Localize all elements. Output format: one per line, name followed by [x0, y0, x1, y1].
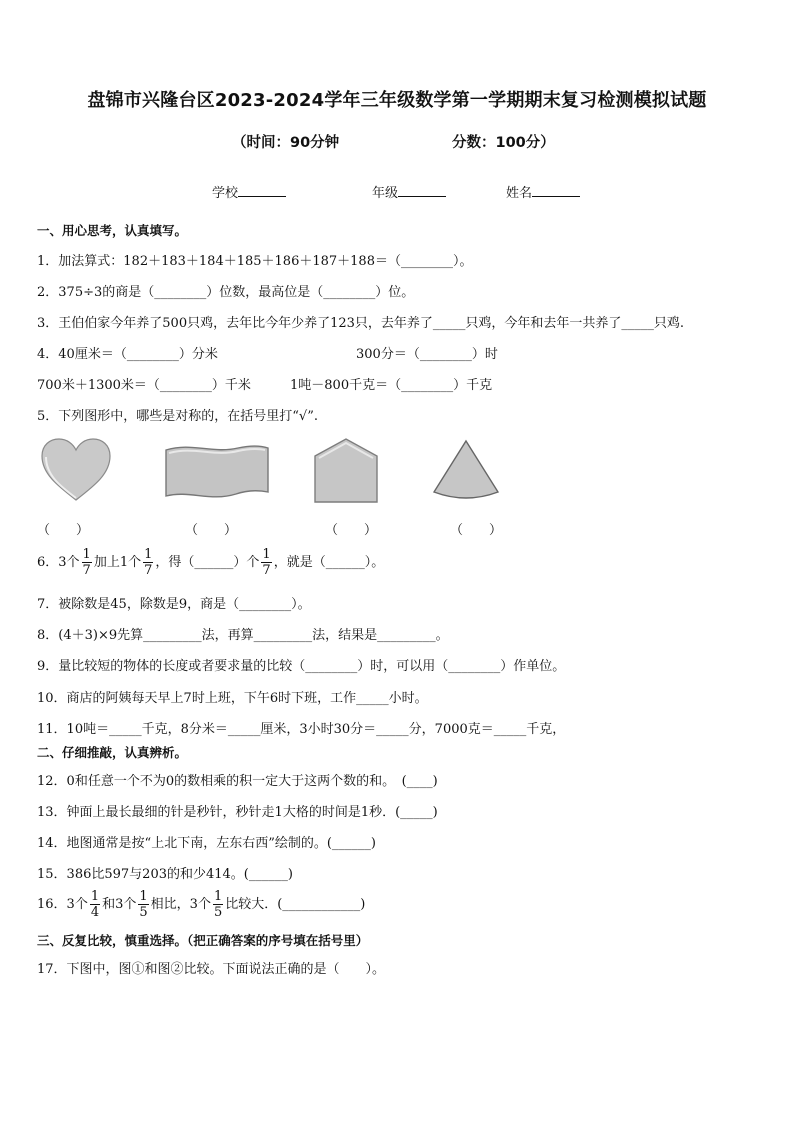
- school-field[interactable]: [212, 182, 286, 201]
- q6-text-a: 6．3个: [37, 555, 80, 570]
- fraction-denominator: 4: [90, 905, 100, 920]
- question-4c: 700米＋1300米＝（________）千米: [37, 378, 251, 393]
- question-1: 1．加法算式：182＋183＋184＋185＋186＋187＋188＝（________）。: [37, 254, 473, 269]
- question-6: [37, 548, 384, 577]
- school-blank[interactable]: [238, 184, 286, 197]
- question-11: 11．10吨＝_____千克，8分米＝_____厘米，3小时30分＝_____分，7000克＝_____千克，: [37, 722, 566, 737]
- question-15: 15．386比597与203的和少414。(______): [37, 867, 293, 882]
- fraction-denominator: 5: [213, 905, 223, 920]
- q5-answer-2[interactable]: （ ）: [185, 523, 238, 538]
- total-score: 分数：100分）: [452, 135, 555, 151]
- fraction-denominator: 5: [139, 905, 148, 920]
- fraction-one-fifth: [138, 890, 148, 919]
- name-field[interactable]: [506, 182, 580, 201]
- grade-blank[interactable]: [398, 184, 446, 197]
- question-9: 9．量比较短的物体的长度或者要求量的比较（________）时，可以用（________）作单位。: [37, 659, 566, 674]
- q5-answer-4[interactable]: （ ）: [450, 523, 503, 538]
- fraction-denominator: 7: [144, 563, 153, 578]
- q6-text-b: 加上1个: [93, 555, 142, 570]
- question-4b: 300分＝（________）时: [356, 347, 498, 362]
- q16-text-a: 16．3个: [37, 897, 88, 912]
- sector-shape-figure: [430, 438, 502, 502]
- fraction-numerator: 1: [90, 889, 100, 904]
- page-title: 盘锦市兴隆台区2023-2024学年三年级数学第一学期期末复习检测模拟试题: [87, 90, 707, 111]
- fraction-numerator: 1: [139, 889, 148, 904]
- section-1-heading: 一、用心思考，认真填写。: [37, 223, 188, 238]
- heart-shape-figure: [38, 436, 114, 504]
- wavy-flag-figure: [162, 442, 272, 504]
- grade-label: 年级: [372, 186, 399, 201]
- question-10: 10．商店的阿姨每天早上7时上班，下午6时下班，工作_____小时。: [37, 691, 428, 706]
- fraction-one-fourth: [90, 890, 100, 919]
- question-14: 14．地图通常是按“上北下南，左东右西”绘制的。(______): [37, 836, 376, 851]
- q5-answer-1[interactable]: （ ）: [37, 523, 90, 538]
- grade-field[interactable]: [372, 182, 446, 201]
- fraction-one-seventh: [82, 548, 92, 577]
- q16-text-c: 相比，3个: [150, 897, 211, 912]
- q5-answer-3[interactable]: （ ）: [325, 523, 378, 538]
- q6-text-d: ，就是（______）。: [273, 555, 385, 570]
- fraction-numerator: 1: [262, 547, 271, 562]
- question-17: 17．下图中，图①和图②比较。下面说法正确的是（ ）。: [37, 962, 386, 977]
- q16-text-b: 和3个: [102, 897, 137, 912]
- time-limit: （时间：90分钟: [232, 135, 340, 151]
- question-12: 12．0和任意一个不为0的数相乘的积一定大于这两个数的和。 (____): [37, 774, 438, 789]
- fraction-numerator: 1: [144, 547, 153, 562]
- name-label: 姓名: [506, 186, 533, 201]
- name-blank[interactable]: [532, 184, 580, 197]
- school-label: 学校: [212, 186, 239, 201]
- question-5: 5．下列图形中，哪些是对称的，在括号里打“√”.: [37, 409, 318, 424]
- q16-text-d: 比较大．(____________): [225, 897, 366, 912]
- pentagon-house-figure: [310, 436, 382, 506]
- question-3: 3．王伯伯家今年养了500只鸡，去年比今年少养了123只，去年养了_____只鸡，今年和去年一共养了_____只鸡.: [37, 316, 685, 331]
- fraction-numerator: 1: [213, 889, 223, 904]
- question-4a: 4．40厘米＝（________）分米: [37, 347, 218, 362]
- question-7: 7．被除数是45，除数是9，商是（________）。: [37, 597, 311, 612]
- question-16: [37, 890, 365, 919]
- question-2: 2．375÷3的商是（________）位数，最高位是（________）位。: [37, 285, 415, 300]
- question-4d: 1吨－800千克＝（________）千克: [290, 378, 493, 393]
- q6-text-c: ，得（______）个: [155, 555, 260, 570]
- section-2-heading: 二、仔细推敲，认真辨析。: [37, 745, 188, 760]
- fraction-one-fifth: [213, 890, 223, 919]
- fraction-one-seventh: [261, 548, 271, 577]
- fraction-denominator: 7: [82, 563, 91, 578]
- question-13: 13．钟面上最长最细的针是秒针，秒针走1大格的时间是1秒．(_____): [37, 805, 438, 820]
- fraction-one-seventh: [143, 548, 153, 577]
- fraction-numerator: 1: [82, 547, 91, 562]
- question-8: 8．(4＋3)×9先算_________法，再算_________法，结果是_________。: [37, 628, 449, 643]
- section-3-heading: 三、反复比较，慎重选择。（把正确答案的序号填在括号里）: [37, 933, 369, 948]
- fraction-denominator: 7: [262, 563, 271, 578]
